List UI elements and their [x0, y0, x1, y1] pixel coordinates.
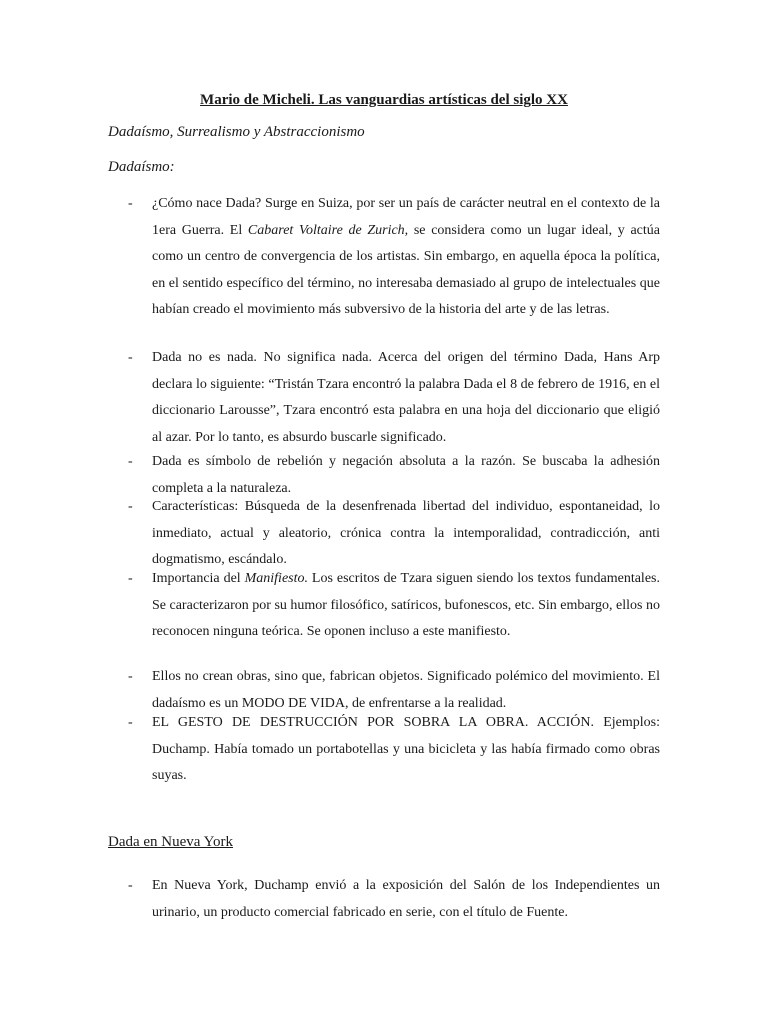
list-item-text: Dada no es nada. No significa nada. Acerca del origen del término Dada, Hans Arp declara lo siguiente: “Tristán Tzara encontró la palabra Dada el 8 de febrero de 1916, en el diccionario Larousse”, Tzara encontró esta palabra en una hoja del diccionario que eligió al azar. Por lo tanto, es absurdo buscarle significado. [152, 350, 660, 445]
list-item [108, 449, 660, 494]
list-item-text: Los escritos de Tzara siguen siendo los textos fundamentales. Se caracterizaron por su humor filosófico, satíricos, bufonescos, etc. Sin embargo, ellos no reconocen ninguna teórica. Se oponen incluso a este manifiesto. [152, 571, 660, 639]
bullet-dash: - [128, 350, 133, 365]
section-heading-dadaismo: Dadaísmo: [108, 159, 175, 175]
list-item [108, 873, 660, 926]
list-item [108, 664, 660, 710]
bullet-dash: - [128, 454, 133, 469]
bullet-dash: - [128, 878, 133, 893]
document-subtitle: Dadaísmo, Surrealismo y Abstraccionismo [108, 124, 365, 140]
list-item [108, 494, 660, 566]
list-item-text: ¿Cómo nace Dada? Surge en Suiza, por ser un país de carácter neutral en el contexto de la 1era Guerra. El [152, 196, 660, 238]
list-item-text-italic: Cabaret Voltaire de Zurich, [247, 222, 409, 238]
list-item-text: Dada es símbolo de rebelión y negación absoluta a la razón. Se buscaba la adhesión completa a la naturaleza. [152, 454, 660, 496]
dadaismo-bullet-list [108, 191, 660, 790]
list-item-text-italic: Manifiesto. [244, 571, 308, 586]
section-heading-nueva-york: Dada en Nueva York [108, 834, 233, 850]
list-item-text: EL GESTO DE DESTRUCCIÓN POR SOBRA LA OBRA. ACCIÓN. Ejemplos: Duchamp. Había tomado un portabotellas y una bicicleta y las había firmado como obras suyas. [152, 715, 660, 783]
bullet-dash: - [128, 715, 133, 730]
bullet-dash: - [128, 571, 133, 586]
nueva-york-bullet-list [108, 873, 660, 926]
list-item-text: Características: Búsqueda de la desenfrenada libertad del individuo, espontaneidad, lo inmediato, actual y aleatorio, crónica contra la intemporalidad, contradicción, anti dogmatismo, escándalo. [152, 499, 660, 567]
list-item-text: En Nueva York, Duchamp envió a la exposición del Salón de los Independientes un urinario, un producto comercial fabricado en serie, con el título de Fuente. [152, 878, 660, 920]
list-item-text: Importancia del [152, 571, 245, 586]
list-item [108, 345, 660, 449]
document-title: Mario de Micheli. Las vanguardias artísticas del siglo XX [200, 92, 568, 108]
bullet-dash: - [128, 499, 133, 514]
list-item [108, 710, 660, 790]
list-item [108, 191, 660, 345]
list-item-text: Ellos no crean obras, sino que, fabrican objetos. Significado polémico del movimiento. El dadaísmo es un MODO DE VIDA, de enfrentarse a la realidad. [152, 669, 660, 711]
list-item [108, 566, 660, 664]
bullet-dash: - [128, 196, 133, 211]
list-item-text: se considera como un lugar ideal, y actúa como un centro de convergencia de los artistas. Sin embargo, en aquella época la política, en el sentido específico del término, no interesaba demasiado al grupo de intelectuales que habían creado el movimiento más subversivo de la historia del arte y de las letras. [152, 222, 660, 317]
bullet-dash: - [128, 669, 133, 684]
